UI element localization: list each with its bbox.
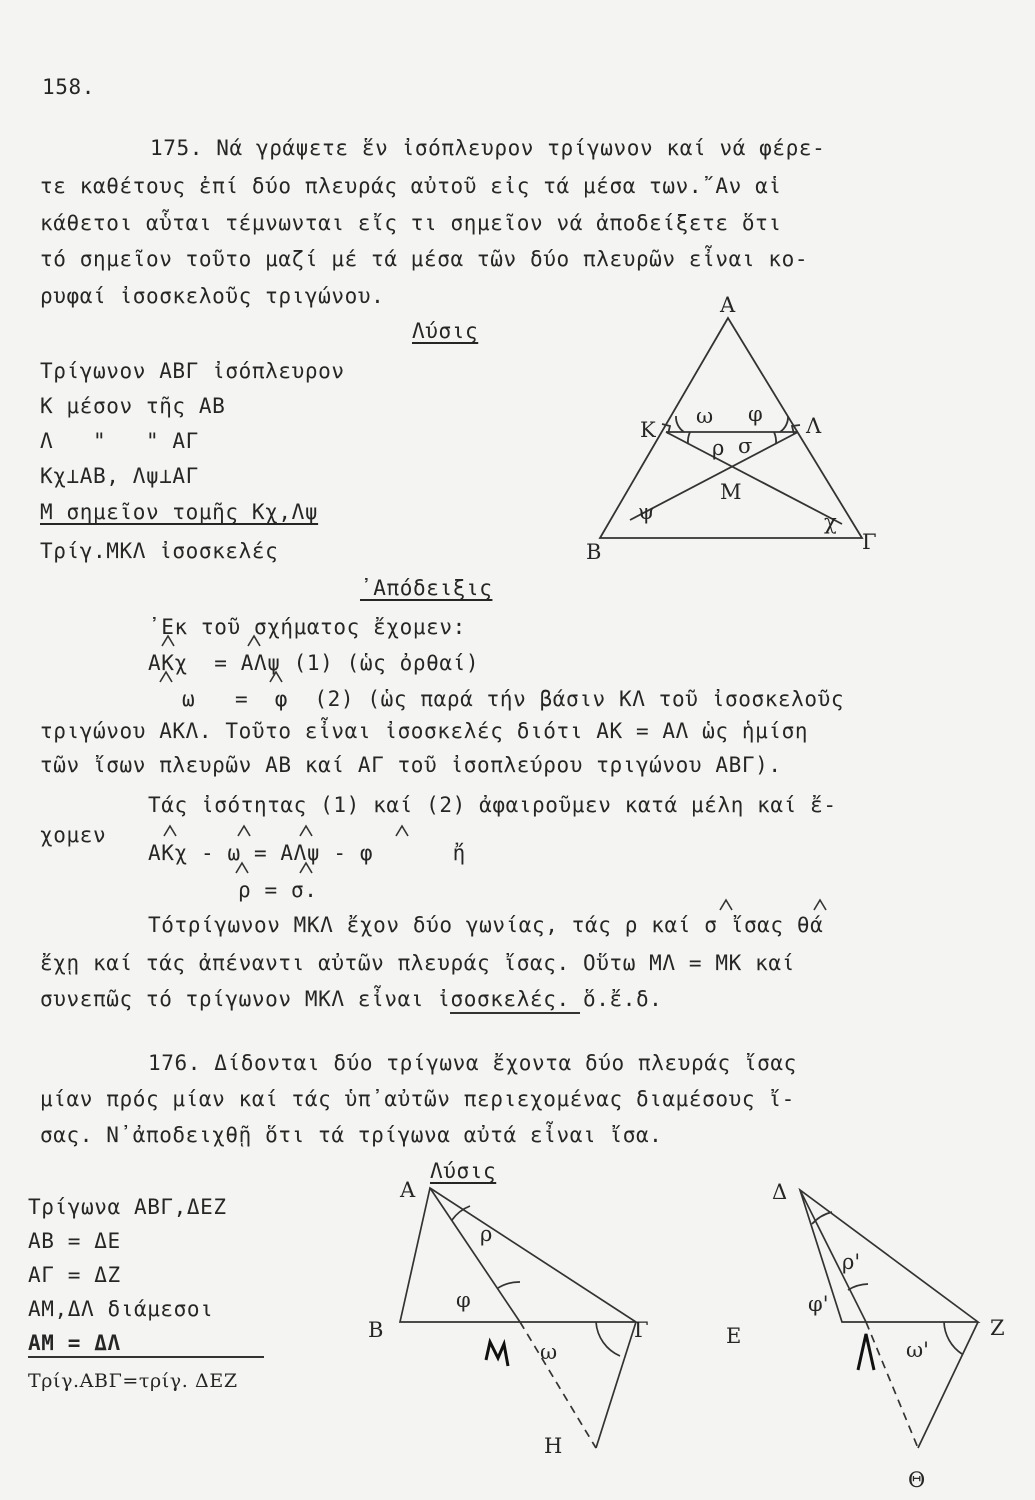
fig176a-label-rho: ρ <box>480 1222 493 1246</box>
p176-to-prove: Τρίγ.ΑΒΓ=τρίγ. ΔΕΖ <box>28 1370 238 1392</box>
p175-given-5: Μ σημεῖον τομῆς Κχ,Λψ <box>40 500 319 524</box>
proof-line-7: χομεν <box>40 823 107 847</box>
p175-line-1: 175. Νά γράψετε ἕν ἰσόπλευρον τρίγωνον καί νά φέρε- <box>150 136 826 160</box>
p175-given-1: Τρίγωνον ΑΒΓ ἰσόπλευρον <box>40 359 345 383</box>
p175-line-3: κάθετοι αὗται τέμνωνται εἴς τι σημεῖον νά ἀποδείξετε ὅτι <box>40 211 782 235</box>
fig175-label-G: Γ <box>862 530 877 554</box>
fig176b-label-Z: Ζ <box>990 1316 1005 1340</box>
p175-proof-heading: ᾿Απόδειξις <box>360 576 493 600</box>
p175-line-2: τε καθέτους ἐπί δύο πλευράς αὐτοῦ εἰς τά μέσα των.῎Αν αἱ <box>40 174 782 198</box>
handwritten-L-mark <box>858 1334 874 1370</box>
proof-line-2: ΑΚχ = ΑΛψ (1) (ὡς ὀρθαί) <box>148 651 480 675</box>
proof-line-6: Τάς ἰσότητας (1) καί (2) ἀφαιροῦμεν κατά μέλη καί ἔ- <box>148 793 837 817</box>
proof-line-1: ᾿Εκ τοῦ σχήματος ἔχομεν: <box>148 615 466 639</box>
fig176b-label-rho: ρ' <box>842 1250 861 1274</box>
proof-line-12: συνεπῶς τό τρίγωνον ΜΚΛ εἶναι ἰσοσκελές. ὅ.ἔ.δ. <box>40 987 663 1011</box>
p176-line-3: σας. Ν᾿ἀποδειχθῇ ὅτι τά τρίγωνα αὐτά εἶναι ἴσα. <box>40 1123 663 1147</box>
proof-line-8: ΑΚχ - ω = ΑΛψ - φ ἤ <box>148 841 466 865</box>
fig175-label-L: Λ <box>806 414 822 438</box>
fig176a-label-phi: φ <box>456 1288 471 1312</box>
p175-given-2: Κ μέσον τῆς ΑΒ <box>40 394 226 418</box>
p176-given-1: Τρίγωνα ΑΒΓ,ΔΕΖ <box>28 1195 227 1219</box>
fig176b-label-phi: φ' <box>808 1292 829 1316</box>
p175-line-5: ρυφαί ἰσοσκελοῦς τριγώνου. <box>40 284 385 308</box>
fig175-label-psi: ψ <box>638 500 655 524</box>
fig176a-label-omega: ω <box>540 1340 558 1364</box>
fig175-label-K: Κ <box>640 418 656 442</box>
page-number: 158. <box>42 75 95 99</box>
p176-given-2: ΑΒ = ΔΕ <box>28 1229 121 1253</box>
p176-line-2: μίαν πρός μίαν καί τάς ὑπ᾿αὐτῶν περιεχομένας διαμέσους ἴ- <box>40 1087 795 1111</box>
fig175-label-B: Β <box>586 540 602 564</box>
proof-line-11: ἔχῃ καί τάς ἀπέναντι αὐτῶν πλευράς ἴσας. Οὕτω ΜΛ = ΜΚ καί <box>40 951 795 975</box>
fig175-label-rho: ρ <box>712 436 725 460</box>
p175-given-4: Κχ⊥ΑΒ, Λψ⊥ΑΓ <box>40 464 199 488</box>
p176-given-3: ΑΓ = ΔΖ <box>28 1263 121 1287</box>
p175-line-4: τό σημεῖον τοῦτο μαζί μέ τά μέσα τῶν δύο πλευρῶν εἶναι κο- <box>40 247 809 271</box>
fig176a-label-G: Γ <box>634 1318 649 1342</box>
fig176a-label-A: Α <box>400 1178 416 1202</box>
proof-line-9: ρ = σ. <box>238 878 318 902</box>
fig175-label-chi: χ <box>824 510 837 534</box>
proof-line-4: τριγώνου ΑΚΛ. Τοῦτο εἶναι ἰσοσκελές διότι ΑΚ = ΑΛ ὡς ἡμίση <box>40 719 809 743</box>
fig176a-label-H: Η <box>544 1434 563 1458</box>
p175-given-3: Λ " " ΑΓ <box>40 429 199 453</box>
fig176b-label-Th: Θ <box>908 1468 926 1492</box>
fig175-label-phi: φ <box>748 402 763 426</box>
fig176a-label-B: Β <box>368 1318 384 1342</box>
fig175-label-sigma: σ <box>738 434 753 458</box>
fig175-label-omega: ω <box>696 404 714 428</box>
p176-solution-heading: Λύσις <box>430 1159 497 1183</box>
proof-line-10: Τότρίγωνον ΜΚΛ ἔχον δύο γωνίας, τάς ρ καί σ ἴσας θά <box>148 913 824 937</box>
p175-to-prove: Τρίγ.ΜΚΛ ἰσοσκελές <box>40 539 279 563</box>
fig175-label-A: Α <box>720 293 736 317</box>
fig176b-label-omega: ω' <box>906 1338 929 1362</box>
proof-line-3: ω = φ (2) (ὡς παρά τήν βάσιν ΚΛ τοῦ ἰσοσκελοῦς <box>182 687 845 711</box>
p176-line-1: 176. Δίδονται δύο τρίγωνα ἔχοντα δύο πλευράς ἴσας <box>148 1051 797 1075</box>
p176-given-4: ΑΜ,ΔΛ διάμεσοι <box>28 1297 214 1321</box>
fig176b-label-D: Δ <box>772 1180 788 1204</box>
proof-line-5: τῶν ἴσων πλευρῶν ΑΒ καί ΑΓ τοῦ ἰσοπλεύρου τριγώνου ΑΒΓ). <box>40 753 782 777</box>
p175-solution-heading: Λύσις <box>412 319 479 343</box>
p176-given-5: ΑΜ = ΔΛ <box>28 1331 121 1355</box>
fig175-label-M: Μ <box>720 480 742 504</box>
fig176b-label-E: Ε <box>726 1324 742 1348</box>
